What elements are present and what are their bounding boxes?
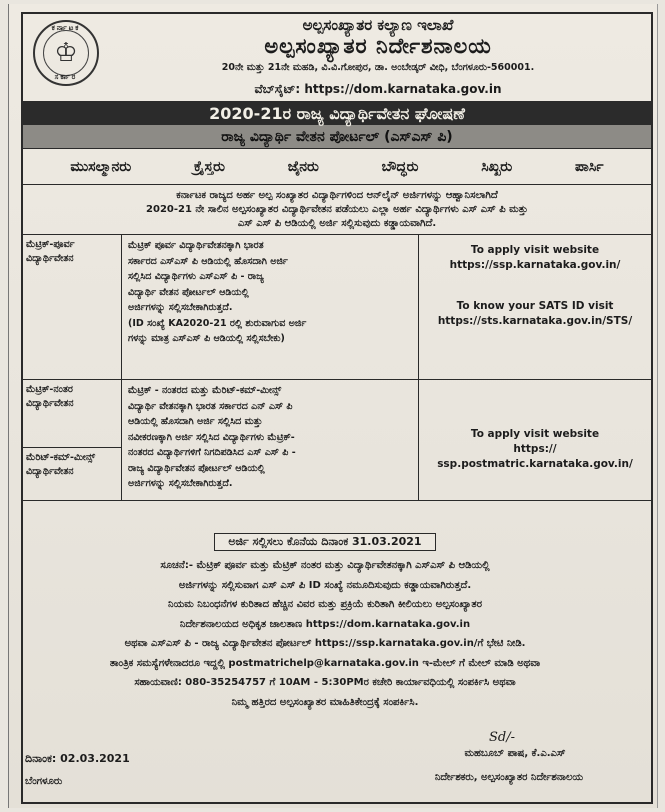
note-line: ನಿರ್ದೇಶನಾಲಯದ ಅಧಿಕೃತ ಜಾಲತಾಣ https://dom.karnataka.gov.in bbox=[179, 618, 471, 630]
merit-cum-means-label: ಮೆರಿಟ್-ಕಮ್-ಮೀನ್ಸ್ ವಿದ್ಯಾರ್ಥಿವೇತನ bbox=[26, 452, 96, 477]
note-line: ಅರ್ಜಿಗಳನ್ನು ಸಲ್ಲಿಸುವಾಗ ಎಸ್ ಎಸ್ ಪಿ ID ಸಂಖ್ಯೆ ನಮೂದಿಸುವುದು ಕಡ್ಡಾಯವಾಗಿರುತ್ತದೆ. bbox=[178, 579, 472, 591]
intro-line: ಎಸ್ ಎಸ್ ಪಿ ಆಡಿಯಲ್ಲಿ ಅರ್ಜಿ ಸಲ್ಲಿಸುವುದು ಕಡ್ಡಾಯವಾಗಿದೆ. bbox=[237, 218, 437, 229]
desc-line: ವಿದ್ಯಾರ್ಥಿ ವೇತನ ಪೋರ್ಟಲ್ ಆಡಿಯಲ್ಲಿ bbox=[128, 286, 249, 298]
communities-list bbox=[23, 149, 651, 185]
office-address: 20ನೇ ಮತ್ತು 21ನೇ ಮಹಡಿ, ವಿ.ವಿ.ಗೋಪುರ, ಡಾ. ಅಂಬೇಡ್ಕರ್ ವೀಧಿ, ಬೆಂಗಳೂರು-560001. bbox=[221, 62, 535, 73]
desc-line: ರಾಜ್ಯ ವಿದ್ಯಾರ್ಥಿವೇತನ ಪೋರ್ಟಲ್ ಆಡಿಯಲ್ಲಿ bbox=[128, 462, 265, 474]
note-line: ತಾಂತ್ರಿಕ ಸಮಸ್ಯೆಗಳೇನಾದರೂ ಇದ್ದಲ್ಲಿ postmatrichelp@karnataka.gov.in ಇ-ಮೇಲ್ ಗೆ ಮೇಲ್ ಮಾಡಿ ಅಥವಾ bbox=[109, 657, 541, 669]
note-line: ನಿಯಮ ನಿಬಂಧನೆಗಳ ಕುರಿತಾದ ಹೆಚ್ಚಿನ ವಿವರ ಮತ್ತು ಪ್ರಕ್ರಿಯೆ ಕುರಿತಾಗಿ ಕೀಲಿಯಲು ಅಲ್ಪಸಂಖ್ಯಾತರ bbox=[168, 599, 482, 610]
ssp-link[interactable]: https://ssp.karnataka.gov.in/ bbox=[449, 259, 621, 271]
postmatric-link-prefix[interactable]: https:// bbox=[513, 443, 557, 455]
community-item: ಕ್ರೈಸ್ತರು bbox=[193, 158, 226, 175]
emblem-icon: ♔ bbox=[43, 30, 89, 76]
signatory-designation: ನಿರ್ದೇಶಕರು, ಅಲ್ಪಸಂಖ್ಯಾತರ ನಿರ್ದೇಶನಾಲಯ bbox=[434, 772, 584, 783]
note-line: ಅಥವಾ ಎಸ್‌ಎಸ್ ಪಿ - ರಾಜ್ಯ ವಿದ್ಯಾರ್ಥಿವೇತನ ಪೋರ್ಟಲ್ https://ssp.karnataka.gov.in/ಗೆ ಭೇಟಿ ನೀಡಿ. bbox=[124, 638, 526, 649]
desc-line: ಸರ್ಕಾರದ ಎಸ್‌ಎಸ್ ಪಿ ಆಡಿಯಲ್ಲಿ ಹೊಸದಾಗಿ ಅರ್ಜಿ bbox=[128, 255, 288, 267]
community-item: ಮುಸಲ್ಮಾನರು bbox=[70, 158, 132, 175]
community-item: ಪಾರ್ಸಿ bbox=[574, 158, 604, 175]
pre-matric-label: ಮೆಟ್ರಿಕ್-ಪೂರ್ವ ವಿದ್ಯಾರ್ಥಿವೇತನ bbox=[26, 239, 75, 264]
signature-mark: Sd/- bbox=[489, 730, 515, 745]
intro-paragraph bbox=[23, 185, 651, 235]
postmatric-link[interactable]: ssp.postmatric.karnataka.gov.in/ bbox=[437, 458, 633, 470]
desc-line: ಮೆಟ್ರಿಕ್ - ನಂತರದ ಮತ್ತು ಮೆರಿಟ್-ಕಮ್-ಮೀನ್ಸ್ bbox=[128, 385, 282, 396]
government-emblem bbox=[33, 20, 99, 86]
desc-line: ಮೆಟ್ರಿಕ್ ಪೂರ್ವ ವಿದ್ಯಾರ್ಥಿವೇತನಕ್ಕಾಗಿ ಭಾರತ bbox=[128, 240, 264, 251]
desc-line: ಅರ್ಜಿಗಳನ್ನು ಸಲ್ಲಿಸಬೇಕಾಗಿರುತ್ತದೆ. bbox=[128, 302, 233, 313]
note-line: ನಿಮ್ಮ ಹತ್ತಿರದ ಅಲ್ಪಸಂಖ್ಯಾತರ ಮಾಹಿತಿಕೇಂದ್ರಕ್ಕೆ ಸಂಪರ್ಕಿಸಿ. bbox=[231, 696, 419, 708]
sats-link[interactable]: https://sts.karnataka.gov.in/STS/ bbox=[437, 315, 633, 327]
apply-instruction: To apply visit website bbox=[470, 428, 600, 440]
note-line: ಸಹಾಯವಾಣಿ: 080-35254757 ಗೆ 10AM - 5:30PMರ ಕಚೇರಿ ಕಾರ್ಯಾವಧಿಯಲ್ಲಿ ಸಂಪರ್ಕಿಸಿ ಅಥವಾ bbox=[134, 677, 516, 688]
advertisement-header bbox=[23, 14, 651, 102]
community-item: ಬೌದ್ಧರು bbox=[381, 158, 419, 175]
intro-line: ಕರ್ನಾಟಕ ರಾಜ್ಯದ ಅರ್ಹ ಅಲ್ಪ ಸಂಖ್ಯಾತರ ವಿದ್ಯಾರ್ಥಿಗಳಿಂದ ಆನ್‌ಲೈನ್ ಅರ್ಜಿಗಳನ್ನು ಆಹ್ವಾನಿಸಲಾಗಿದೆ bbox=[176, 190, 498, 201]
community-item: ಜೈನರು bbox=[287, 158, 319, 175]
directorate-name: ಅಲ್ಪಸಂಖ್ಯಾತರ ನಿರ್ದೇಶನಾಲಯ bbox=[264, 34, 492, 58]
issue-date: ದಿನಾಂಕ: 02.03.2021 bbox=[25, 752, 130, 765]
last-date-box: ಅರ್ಜಿ ಸಲ್ಲಿಸಲು ಕೊನೆಯ ದಿನಾಂಕ 31.03.2021 bbox=[214, 533, 436, 551]
issue-place: ಬೆಂಗಳೂರು bbox=[25, 776, 63, 787]
note-line: ಸೂಚನೆ:- ಮೆಟ್ರಿಕ್ ಪೂರ್ವ ಮತ್ತು ಮೆಟ್ರಿಕ್ ನಂತರ ಮತ್ತು ವಿದ್ಯಾರ್ಥಿವೇತನಕ್ಕಾಗಿ ಎಸ್‌ಎಸ್ ಪಿ ಆಡಿಯಲ್ಲಿ bbox=[160, 560, 490, 571]
pre-matric-links bbox=[419, 243, 651, 373]
newspaper-page bbox=[8, 4, 658, 808]
pre-matric-description bbox=[122, 235, 418, 379]
portal-title: ರಾಜ್ಯ ವಿದ್ಯಾರ್ಥಿ ವೇತನ ಪೋರ್ಟಲ್ (ಎಸ್‌ಎಸ್ ಪಿ) bbox=[23, 125, 651, 149]
community-item: ಸಿಖ್ಖರು bbox=[481, 158, 513, 175]
emblem-text-bottom: ಸರ್ಕಾರ bbox=[54, 73, 78, 81]
desc-line: ವಿದ್ಯಾರ್ಥಿ ವೇತನಕ್ಕಾಗಿ ಭಾರತ ಸರ್ಕಾರದ ಎನ್ ಎಸ್ ಪಿ bbox=[128, 400, 293, 412]
emblem-text-top: ಕರ್ನಾಟಕ bbox=[51, 24, 81, 32]
desc-line: ನವೀಕರಣಕ್ಕಾಗಿ ಅರ್ಜಿ ಸಲ್ಲಿಸಿದ ವಿದ್ಯಾರ್ಥಿಗಳು ಮೆಟ್ರಿಕ್- bbox=[128, 431, 295, 443]
intro-line: 2020-21 ನೇ ಸಾಲಿನ ಅಲ್ಪಸಂಖ್ಯಾತರ ವಿದ್ಯಾರ್ಥಿವೇತನ ಪಡೆಯಲು ಎಲ್ಲಾ ಅರ್ಹ ವಿದ್ಯಾರ್ಥಿಗಳು ಎಸ್ ಎಸ್ ಪಿ ಮತ್ತು bbox=[146, 204, 528, 215]
department-name: ಅಲ್ಪಸಂಖ್ಯಾತರ ಕಲ್ಯಾಣ ಇಲಾಖೆ bbox=[302, 16, 454, 34]
directorate-website: ವೆಬ್‌ಸೈಟ್: https://dom.karnataka.gov.in bbox=[254, 82, 502, 96]
note-paragraph bbox=[23, 556, 627, 712]
desc-line: ಸಲ್ಲಿಸಿದ ವಿದ್ಯಾರ್ಥಿಗಳು ಎಸ್‌ಎಸ್ ಪಿ - ರಾಜ್ಯ bbox=[128, 271, 264, 282]
post-matric-links bbox=[419, 427, 651, 487]
desc-line: ಆಡಿಯಲ್ಲಿ ಹೊಸದಾಗಿ ಅರ್ಜಿ ಸಲ್ಲಿಸಿದ ಮತ್ತು bbox=[128, 416, 263, 427]
post-matric-label: ಮೆಟ್ರಿಕ್-ನಂತರ ವಿದ್ಯಾರ್ಥಿವೇತನ bbox=[26, 384, 74, 409]
apply-instruction: To apply visit website bbox=[470, 244, 600, 256]
signatory-name: ಮಹಬೂಬ್ ಪಾಷ, ಕೆ.ಎ.ಎಸ್ bbox=[464, 748, 566, 759]
desc-line: (ID ಸಂಖ್ಯೆ KA2020-21 ರಲ್ಲಿ ಶುರುವಾಗುವ ಅರ್ಜಿ bbox=[128, 317, 307, 329]
desc-line: ಗಳನ್ನು ಮಾತ್ರ ಎಸ್‌ಎಸ್ ಪಿ ಆಡಿಯಲ್ಲಿ ಸಲ್ಲಿಸಬೇಕು) bbox=[128, 333, 285, 344]
desc-line: ಅರ್ಜಿಗಳನ್ನು ಸಲ್ಲಿಸಬೇಕಾಗಿರುತ್ತದೆ. bbox=[128, 478, 233, 489]
sats-instruction: To know your SATS ID visit bbox=[456, 300, 614, 312]
desc-line: ನಂತರದ ವಿದ್ಯಾರ್ಥಿಗಳಿಗೆ ನಿಗದಿಪಡಿಸಿದ ಎಸ್ ಎಸ್ ಪಿ - bbox=[128, 447, 296, 458]
announcement-banner: 2020-21ರ ರಾಜ್ಯ ವಿದ್ಯಾರ್ಥಿವೇತನ ಘೋಷಣೆ bbox=[23, 102, 651, 125]
post-matric-description bbox=[122, 380, 418, 501]
scholarship-table bbox=[23, 235, 651, 501]
